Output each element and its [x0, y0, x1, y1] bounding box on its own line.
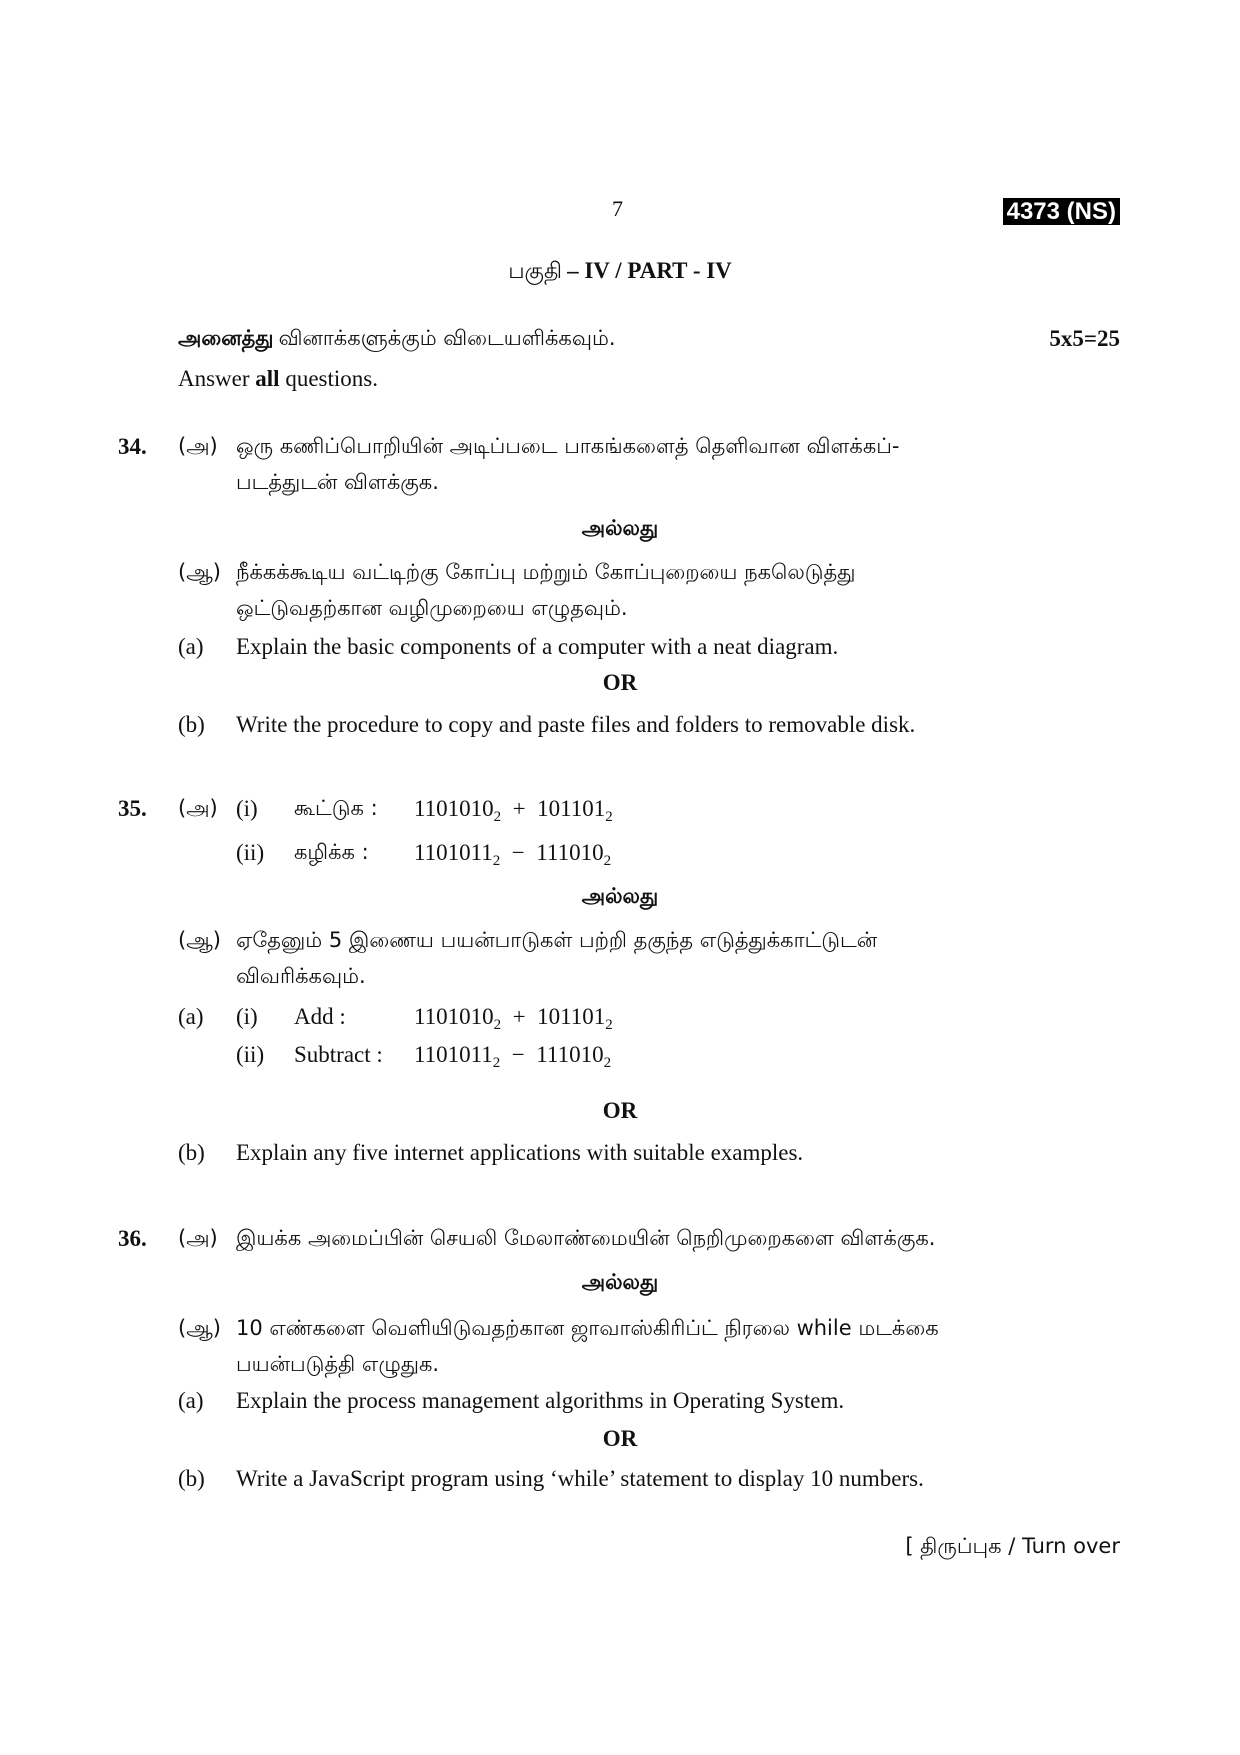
q35-or-english: OR [602, 1098, 638, 1123]
q35-eng-ii-label: (ii) [236, 1042, 265, 1067]
q35-tamil-i-plus: + [512, 796, 526, 821]
q35-eng-ii-base2: 2 [603, 1055, 612, 1071]
q35-eng-i-n1: 1101010 [414, 1004, 494, 1029]
q35-tamil-i-base1: 2 [493, 809, 502, 825]
q35-eng-i-plus: + [512, 1004, 526, 1029]
q34-a-tamil-label: (அ) [178, 434, 218, 458]
q35-tamil-i-op: கூட்டுக : [294, 796, 378, 820]
paper-code [1003, 198, 1120, 226]
q35-eng-i-base1: 2 [493, 1017, 502, 1033]
q34-b-tamil-line1: நீக்கக்கூடிய வட்டிற்கு கோப்பு மற்றும் கோப்புறையை நகலெடுத்து [236, 560, 856, 584]
q35-eng-i-label: (i) [236, 1004, 258, 1029]
q35-tamil-ii-op: கழிக்க : [294, 840, 369, 864]
q35-tamil-ii-n1: 1101011 [414, 840, 493, 865]
q36-a-tamil-line1: இயக்க அமைப்பின் செயலி மேலாண்மையின் நெறிமுறைகளை விளக்குக. [236, 1226, 936, 1250]
q34-a-tamil-line2: படத்துடன் விளக்குக. [236, 470, 439, 494]
marks-label: 5x5=25 [1049, 326, 1120, 351]
section-title [0, 258, 1240, 287]
q35-eng-ii-expression [414, 1042, 612, 1071]
section-title-rest: – IV / PART - IV [567, 258, 732, 283]
q36-b-tamil-label: (ஆ) [178, 1316, 221, 1340]
q35-tamil-i-n1: 1101010 [414, 796, 494, 821]
q36-b-text: Write a JavaScript program using ‘while’ statement to display 10 numbers. [236, 1466, 924, 1491]
q34-a-tamil-line1: ஒரு கணிப்பொறியின் அடிப்படை பாகங்களைத் தெளிவான விளக்கப்- [236, 434, 900, 458]
q35-tamil-ii-expression [414, 840, 612, 869]
q36-b-tamil-line1: 10 எண்களை வெளியிடுவதற்கான ஜாவாஸ்கிரிப்ட் நிரலை while மடக்கை [236, 1316, 939, 1340]
q36-a-label: (a) [178, 1388, 204, 1413]
page-number: 7 [612, 196, 623, 221]
question-36-number: 36. [118, 1226, 147, 1251]
instruction-tamil-bold: அனைத்து [178, 326, 274, 350]
q36-b-tamil-line2: பயன்படுத்தி எழுதுக. [236, 1352, 440, 1376]
q35-tamil-i-n2: 101101 [537, 796, 606, 821]
q35-tamil-ii-base1: 2 [492, 853, 501, 869]
q35-eng-i-n2: 101101 [537, 1004, 606, 1029]
q34-a-text: Explain the basic components of a computer with a neat diagram. [236, 634, 839, 659]
turn-over-note: [ திருப்புக / Turn over [905, 1534, 1120, 1558]
q35-tamil-ii-n2: 111010 [536, 840, 604, 865]
q35-a-label: (a) [178, 1004, 204, 1029]
q35-b-tamil-line1: ஏதேனும் 5 இணைய பயன்பாடுகள் பற்றி தகுந்த எடுத்துக்காட்டுடன் [236, 928, 878, 952]
q35-a-tamil-label: (அ) [178, 796, 218, 820]
instruction-english-bold: all [255, 366, 280, 391]
q35-tamil-ii-base2: 2 [603, 853, 612, 869]
q36-or-tamil: அல்லது [581, 1270, 659, 1294]
q34-b-text: Write the procedure to copy and paste files and folders to removable disk. [236, 712, 916, 737]
q34-b-label: (b) [178, 712, 205, 737]
instruction-tamil [178, 326, 616, 353]
paper-code-label: 4373 (NS) [1003, 198, 1120, 225]
q34-or-english: OR [602, 670, 638, 695]
instruction-english-post: questions. [285, 366, 378, 391]
q35-tamil-ii-label: (ii) [236, 840, 265, 865]
q34-or-tamil: அல்லது [581, 516, 659, 540]
q35-eng-ii-n1: 1101011 [414, 1042, 493, 1067]
section-title-tamil: பகுதி [508, 259, 563, 284]
q34-a-label: (a) [178, 634, 204, 659]
q35-tamil-i-label: (i) [236, 796, 258, 821]
instruction-english-pre: Answer [178, 366, 250, 391]
q36-a-text: Explain the process management algorithms in Operating System. [236, 1388, 845, 1413]
q34-b-tamil-line2: ஒட்டுவதற்கான வழிமுறையை எழுதவும். [236, 596, 628, 620]
q35-b-text: Explain any five internet applications with suitable examples. [236, 1140, 804, 1165]
q35-eng-ii-minus: − [511, 1042, 525, 1067]
instruction-tamil-rest: வினாக்களுக்கும் விடையளிக்கவும். [278, 326, 616, 350]
instruction-english [178, 366, 378, 392]
q35-tamil-ii-minus: − [511, 840, 525, 865]
q35-tamil-i-base2: 2 [605, 809, 613, 825]
q36-a-tamil-label: (அ) [178, 1226, 218, 1250]
q35-eng-i-base2: 2 [605, 1017, 613, 1033]
q35-eng-i-op: Add : [294, 1004, 346, 1029]
q35-b-label: (b) [178, 1140, 205, 1165]
q35-eng-i-expression [414, 1004, 613, 1033]
q36-b-label: (b) [178, 1466, 205, 1491]
q35-eng-ii-op: Subtract : [294, 1042, 383, 1067]
q36-or-english: OR [602, 1426, 638, 1451]
q35-tamil-i-expression [414, 796, 613, 825]
q35-eng-ii-base1: 2 [492, 1055, 501, 1071]
question-35-number: 35. [118, 796, 147, 821]
q35-eng-ii-n2: 111010 [536, 1042, 604, 1067]
q35-b-tamil-label: (ஆ) [178, 928, 221, 952]
q35-or-tamil: அல்லது [581, 884, 659, 908]
question-34-number: 34. [118, 434, 147, 459]
q35-b-tamil-line2: விவரிக்கவும். [236, 964, 366, 988]
q34-b-tamil-label: (ஆ) [178, 560, 221, 584]
